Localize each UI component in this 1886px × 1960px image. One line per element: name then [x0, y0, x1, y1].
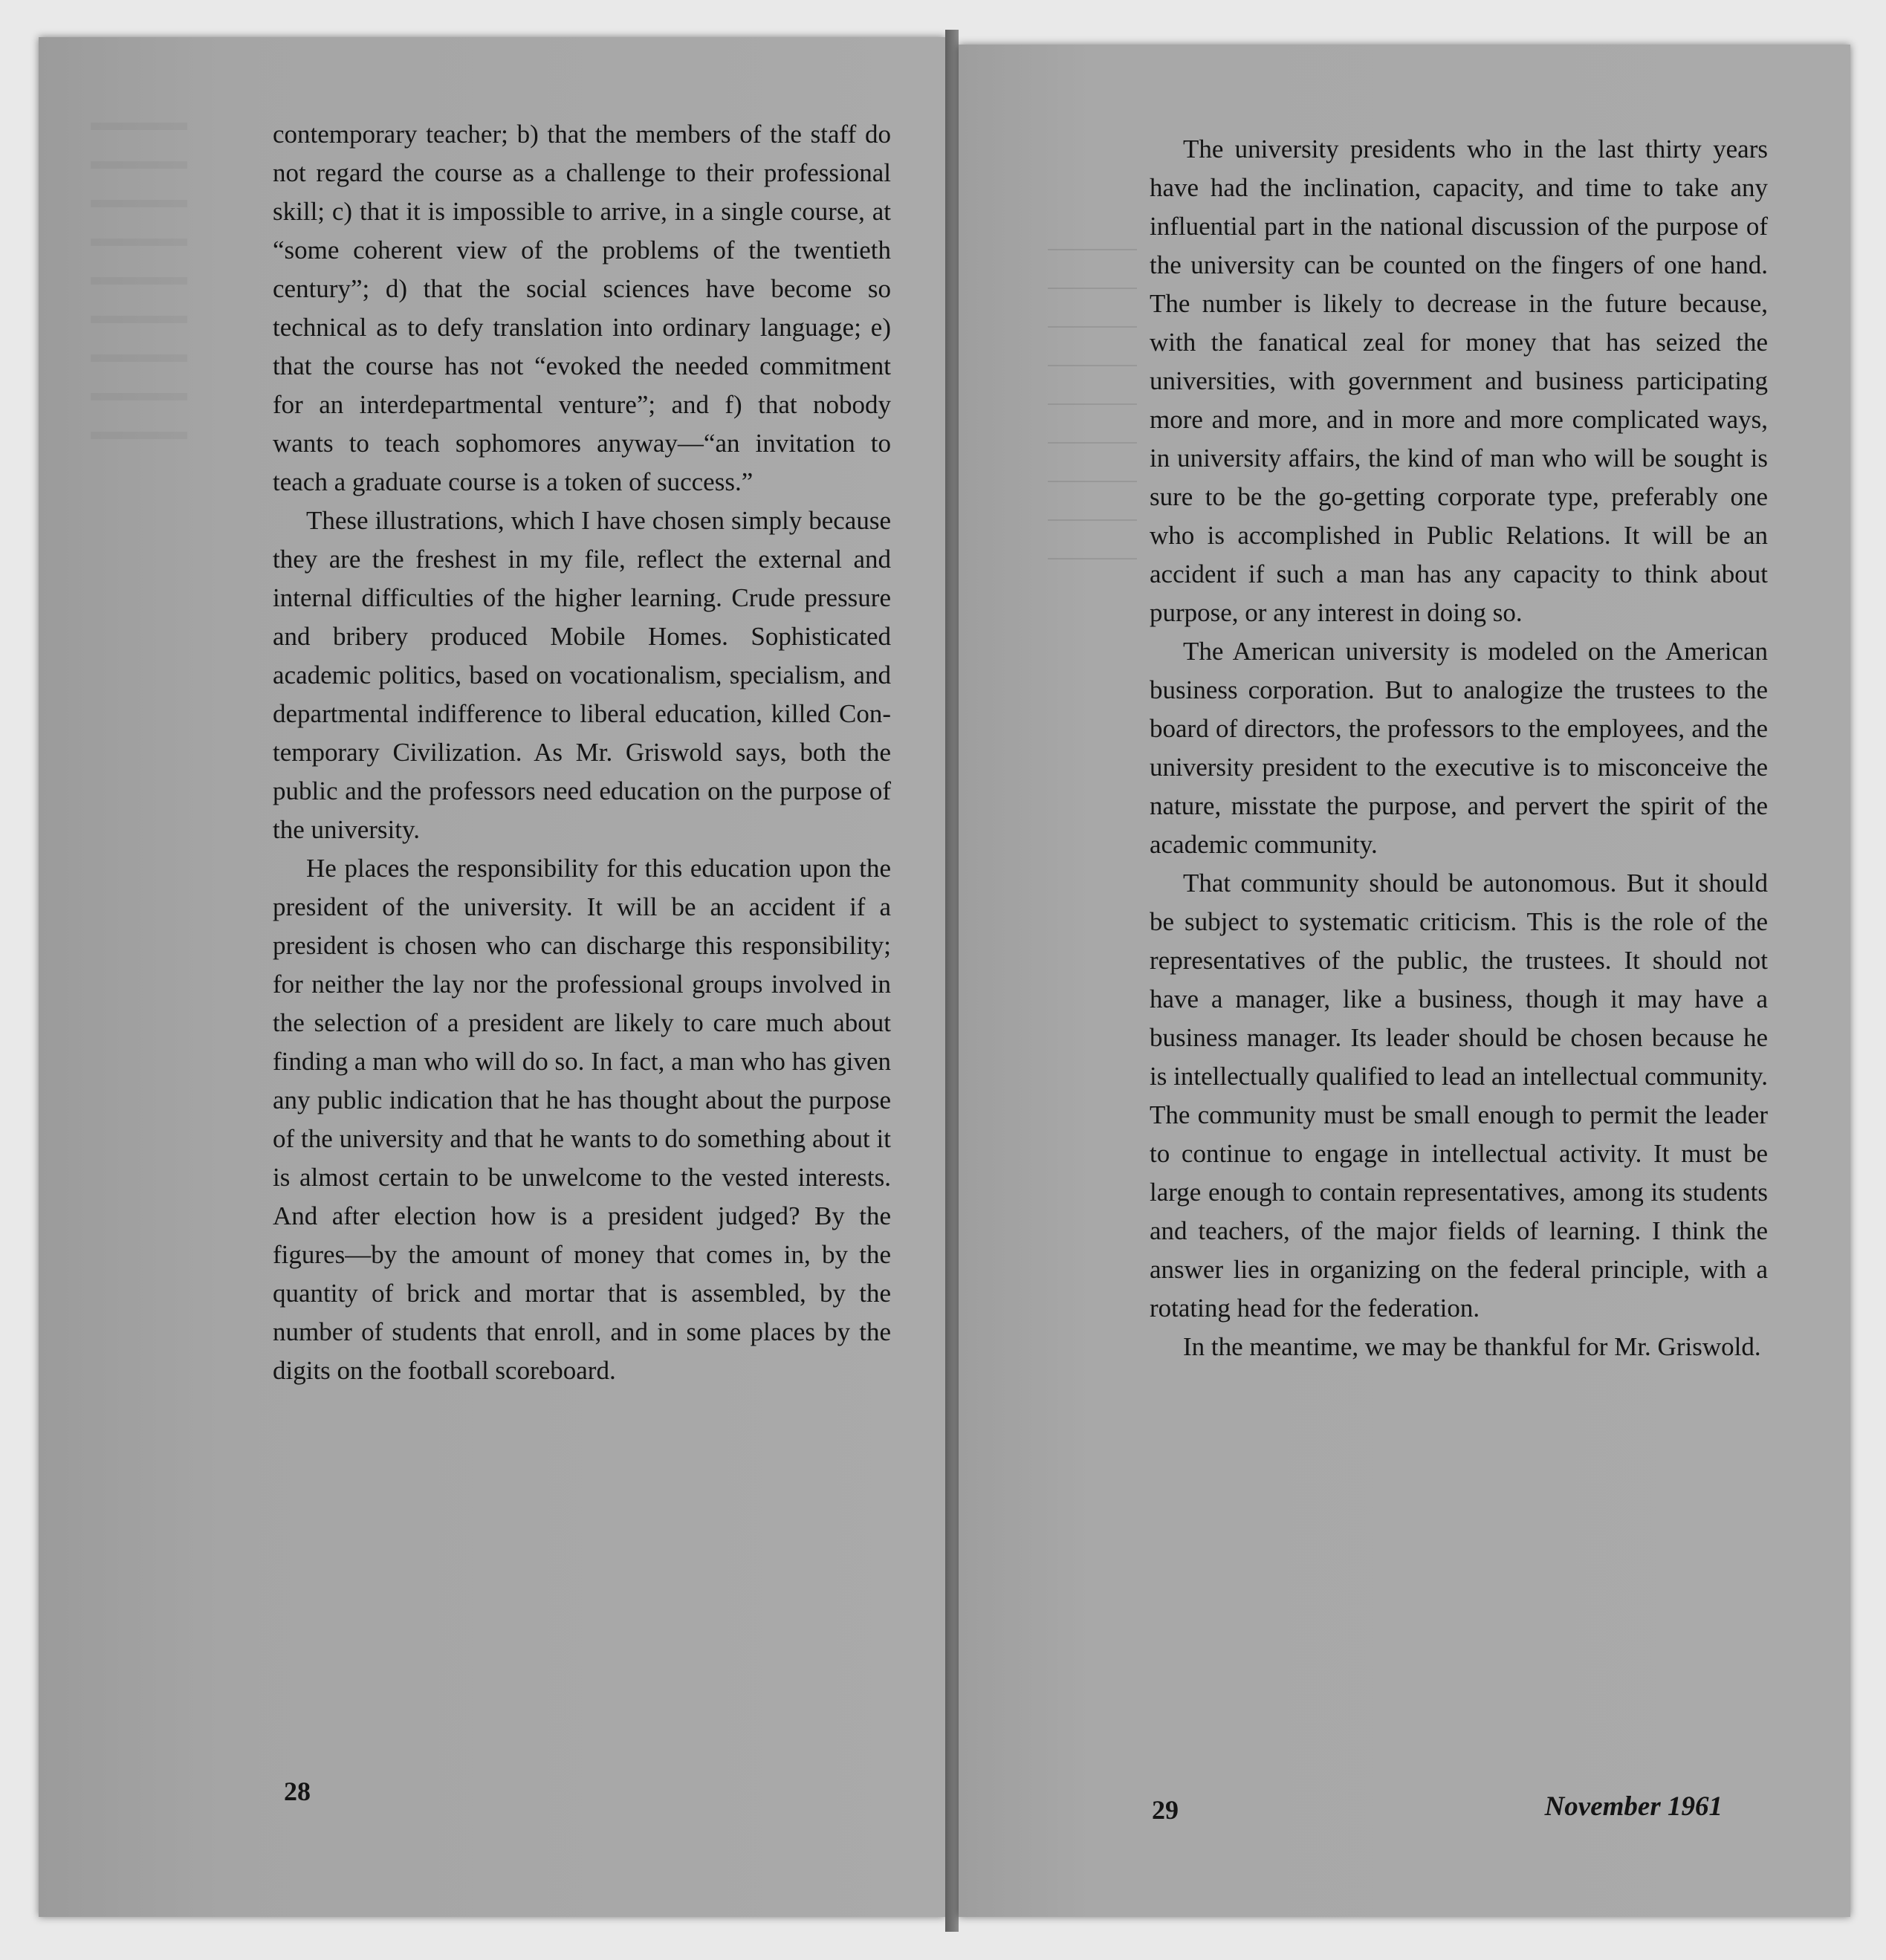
right-paragraph-1: The university presidents who in the last thirty years have had the inclination, capacity, and time to take any influential part in the national discussion of the purpose of the university can be counted on the fingers of one hand. The number is likely to decrease in the future because, with the fanatical zeal for money that has seized the universities, with government and business participating more and more, and in more and more complicated ways, in university affairs, the kind of man who will be sought is sure to be the go-getting corporate type, preferably one who is accomplished in Public Relations. It will be an accident if such a man has any capacity to think about purpose, or any interest in doing so.	[1150, 134, 1768, 627]
right-paragraph-3: That community should be autonomous. But it should be subject to systematic criticism. This is the role of the representatives of the public, the trustees. It should not have a manager, like a business, though it may have a business manager. Its leader should be chosen because he is intellectually qualified to lead an intellectual community. The community must be small enough to permit the leader to continue to engage in intellectual activity. It must be large enough to contain representatives, among its students and teachers, of the major fields of learning. I think the answer lies in organizing on the federal principle, with a rotating head for the federation.	[1150, 869, 1768, 1323]
show-through-left	[91, 123, 187, 470]
book-gutter	[945, 30, 959, 1932]
right-paragraph-4: In the meantime, we may be thankful for Mr. Griswold.	[1183, 1332, 1761, 1361]
right-page-text-column	[1150, 130, 1768, 1366]
page-number-left: 28	[284, 1776, 311, 1806]
right-paragraph-2: The American university is modeled on the American business corporation. But to analogize the trustees to the board of directors, the professors to the employees, and the university president to the executive is to misconceive the nature, misstate the purpose, and pervert the spirit of the academic community.	[1150, 637, 1768, 859]
left-page-text-column	[273, 115, 891, 1390]
left-paragraph-3: He places the responsibility for this education upon the president of the university. It will be an accident if a president is chosen who can discharge this responsibility; for neither the lay nor the professional groups involved in the selection of a president are likely to care much about finding a man who will do so. In fact, a man who has given any public indication that he has thought about the purpose of the university and that he wants to do something about it is almost certain to be unwelcome to the vested interests. And after election how is a president judged? By the figures—by the amount of money that comes in, by the quantity of brick and mortar that is assembled, by the number of students that enroll, and in some places by the digits on the football scoreboard.	[273, 854, 891, 1385]
left-page	[39, 37, 945, 1917]
right-page	[959, 45, 1850, 1917]
show-through-right	[1048, 249, 1137, 597]
issue-date: November 1961	[1544, 1791, 1723, 1822]
page-number-right: 29	[1152, 1795, 1179, 1825]
left-paragraph-1: contemporary teacher; b) that the members of the staff do not regard the course as a challenge to their professional skill; c) that it is impossible to arrive, in a single course, at “some coherent view of the problems of the twentieth century”; d) that the social sciences have become so technical as to defy translation into ordinary language; e) that the course has not “evoked the needed commitment for an interdepartmental venture”; and f) that nobody wants to teach sophomores anyway—“an invitation to teach a graduate course is a token of success.”	[273, 120, 891, 496]
left-paragraph-2: These illustrations, which I have chosen simply because they are the freshest in my file, reflect the external and internal difficulties of the higher learning. Crude pressure and bribery produced Mobile Homes. Sophisticated academic politics, based on vocationalism, specialism, and departmental indifference to liberal education, killed Contemporary Civilization. As Mr. Griswold says, both the public and the professors need education on the purpose of the university.	[273, 506, 891, 844]
